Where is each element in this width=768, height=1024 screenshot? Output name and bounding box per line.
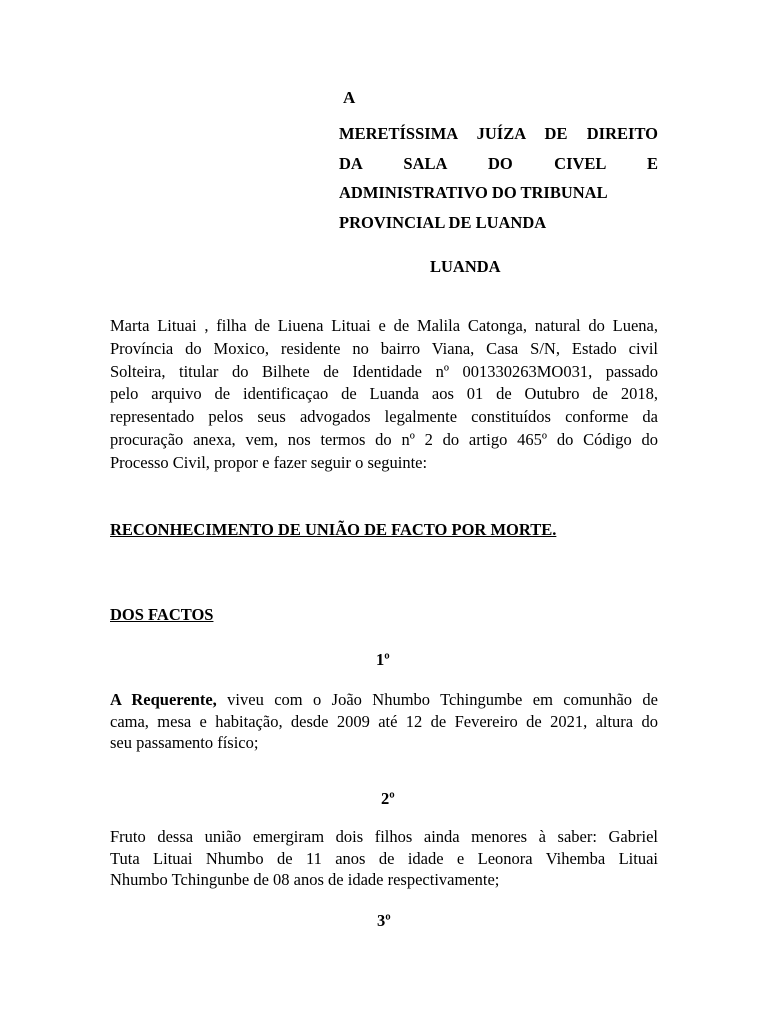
article-line-text: viveu com o João Nhumbo Tchingumbe em comunhão de (216, 690, 658, 709)
article-line: Tuta Lituai Nhumbo de 11 anos de idade e Leonora Vihemba Lituai (110, 848, 658, 868)
addressee-city: LUANDA (430, 257, 501, 276)
article-number: 3º (377, 911, 391, 930)
intro-line: pelo arquivo de identificaçao de Luanda aos 01 de Outubro de 2018, (110, 384, 658, 404)
intro-line: procuração anexa, vem, nos termos do nº 2 do artigo 465º do Código do (110, 429, 658, 449)
article-line: seu passamento físico; (110, 733, 259, 752)
intro-line: Processo Civil, propor e fazer seguir o seguinte: (110, 452, 428, 472)
article-paragraph (110, 689, 658, 754)
addressee-line: ADMINISTRATIVO DO TRIBUNAL (339, 183, 608, 202)
article-line: Fruto dessa união emergiram dois filhos ainda menores à saber: Gabriel (110, 827, 658, 846)
action-title: RECONHECIMENTO DE UNIÃO DE FACTO POR MORTE. (110, 520, 557, 539)
article-number: 1º (376, 650, 390, 669)
article-lead: A Requerente, (110, 690, 217, 709)
article-line: Nhumbo Tchingunbe de 08 anos de idade respectivamente; (110, 870, 500, 889)
article-paragraph (110, 826, 658, 891)
article-line (110, 689, 658, 711)
addressee-block (339, 119, 658, 237)
intro-line: Província do Moxico, residente no bairro Viana, Casa S/N, Estado civil (110, 338, 658, 358)
article-number: 2º (381, 789, 395, 808)
addressee-line: MERETÍSSIMA JUÍZA DE DIREITO (339, 124, 658, 143)
intro-line: Marta Lituai , filha de Liuena Lituai e de Malila Catonga, natural do Luena, (110, 316, 658, 335)
addressee-prefix: A (343, 88, 356, 107)
intro-paragraph (110, 315, 658, 475)
article-line: cama, mesa e habitação, desde 2009 até 12 de Fevereiro de 2021, altura do (110, 711, 658, 731)
section-title: DOS FACTOS (110, 605, 214, 624)
addressee-line: PROVINCIAL DE LUANDA (339, 212, 547, 232)
addressee-line: DA SALA DO CIVEL E (339, 153, 658, 173)
intro-line: representado pelos seus advogados legalmente constituídos conforme da (110, 407, 658, 427)
intro-line: Solteira, titular do Bilhete de Identidade nº 001330263MO031, passado (110, 361, 658, 381)
